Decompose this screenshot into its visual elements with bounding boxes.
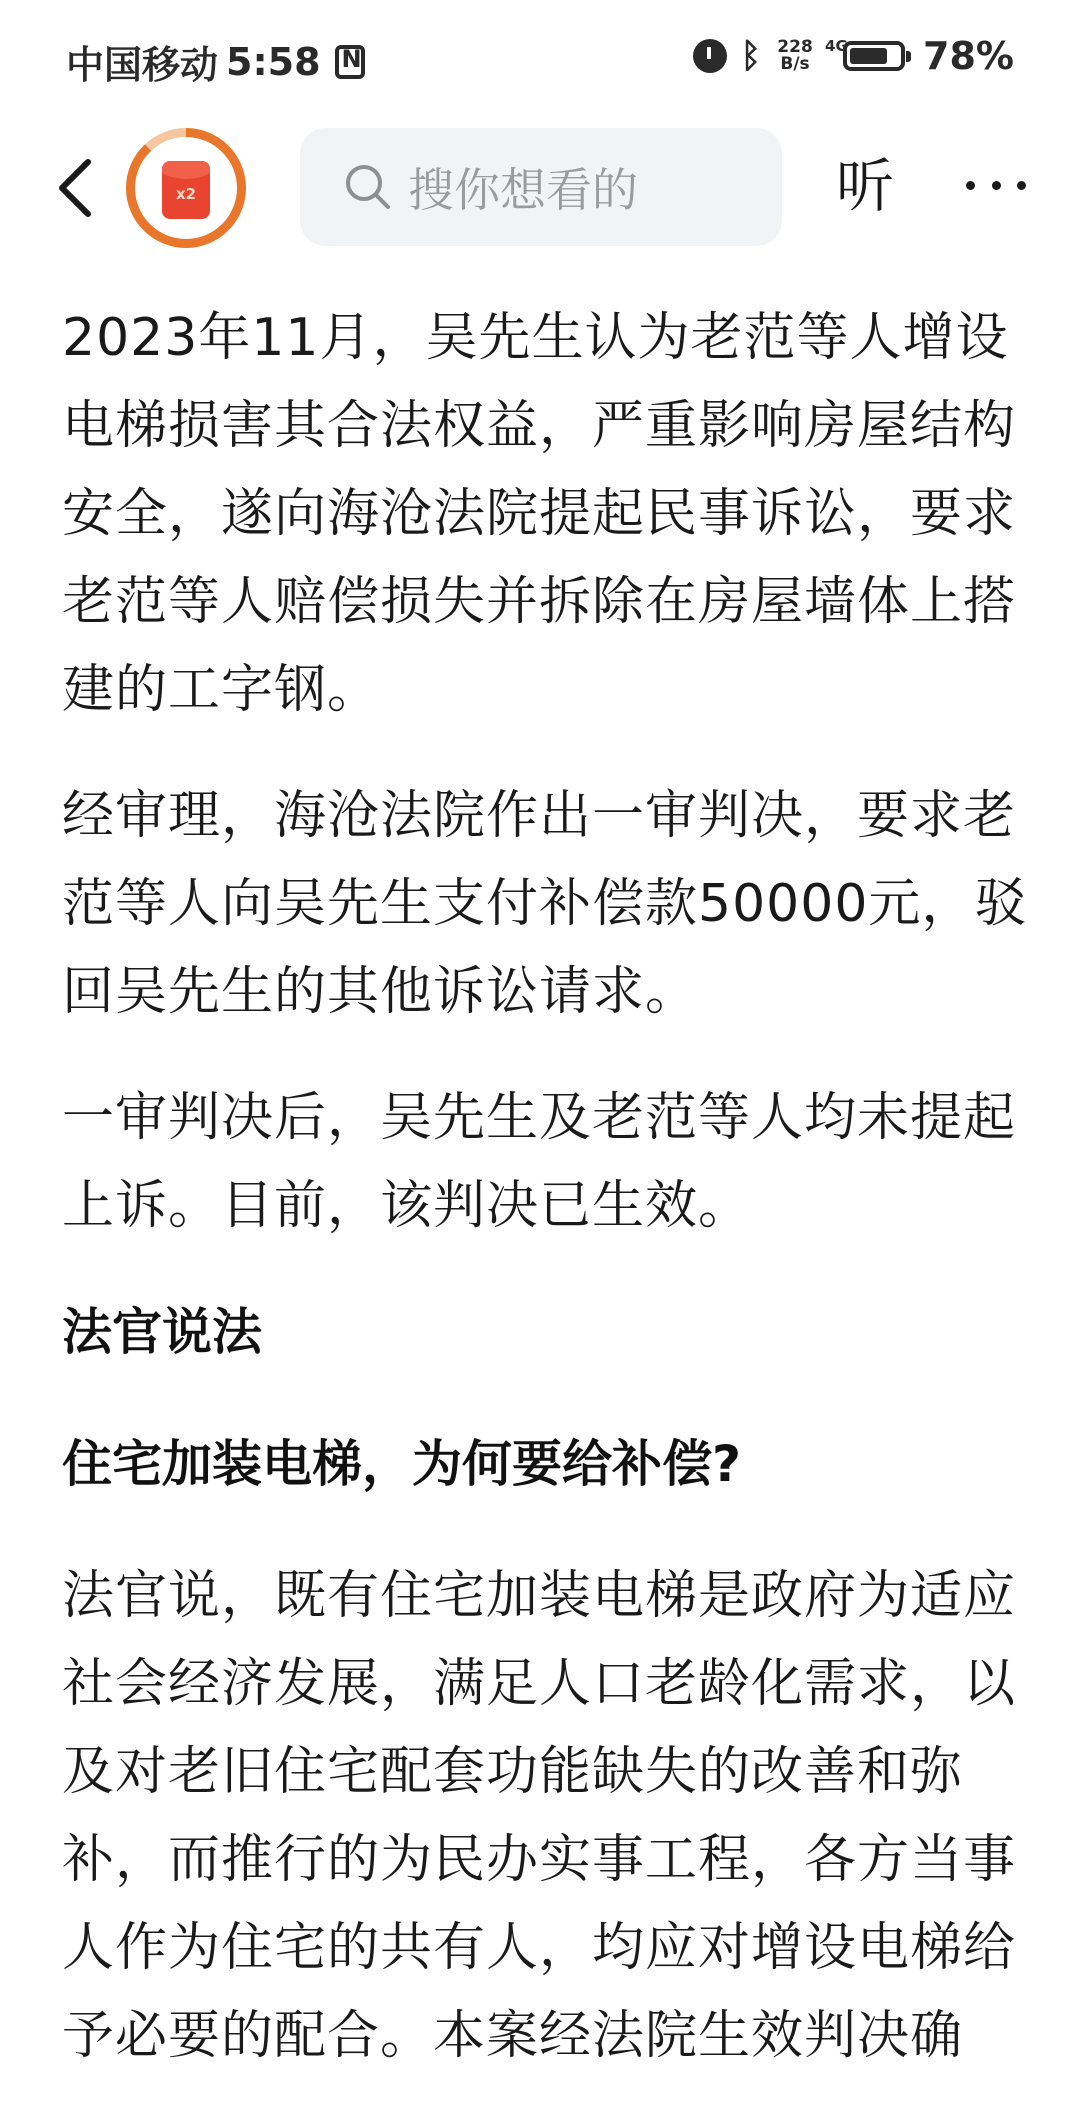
nfc-icon <box>335 45 365 79</box>
avatar-badge: x2 <box>175 185 197 203</box>
more-button[interactable] <box>966 170 1026 200</box>
bluetooth-icon: ᛒ <box>740 36 762 76</box>
back-arrow-icon <box>48 148 108 228</box>
more-icon <box>966 181 975 190</box>
article-paragraph: 一审判决后，吴先生及老范等人均未提起上诉。目前，该判决已生效。 <box>62 1088 1017 1236</box>
article-paragraph: 经审理，海沧法院作出一审判决，要求老范等人向吴先生支付补偿款50000元，驳回吴先生的其他诉讼请求。 <box>62 786 1028 1022</box>
search-input[interactable] <box>300 128 782 246</box>
sub-heading: 住宅加装电梯，为何要给补偿? <box>62 1435 742 1493</box>
network-type: 4G <box>825 37 848 55</box>
red-packet-icon <box>162 161 210 219</box>
status-left <box>66 34 365 89</box>
battery-percent: 78% <box>923 34 1014 78</box>
article-paragraph: 法官说，既有住宅加装电梯是政府为适应社会经济发展，满足人口老龄化需求，以及对老旧住宅配套功能缺失的改善和弥补，而推行的为民办实事工程，各方当事人作为住宅的共有人，均应对增设电梯给予必要的配合。本案经法院生效判决确 <box>62 1566 1017 2066</box>
article-body <box>62 294 1028 2118</box>
net-speed-value: 228 <box>777 37 813 57</box>
nav-bar <box>0 120 1080 260</box>
carrier-name: 中国移动 <box>66 43 219 87</box>
search-placeholder: 搜你想看的 <box>408 163 638 217</box>
alarm-icon <box>693 39 727 73</box>
section-heading: 法官说法 <box>62 1303 262 1361</box>
battery-icon <box>843 41 905 71</box>
net-speed-unit: B/s <box>780 54 810 74</box>
net-speed <box>775 39 815 73</box>
red-packet-avatar[interactable] <box>126 128 246 248</box>
clock-time: 5:58 <box>226 39 321 84</box>
status-right <box>693 34 1014 78</box>
search-icon <box>342 161 394 213</box>
back-button[interactable] <box>48 148 108 228</box>
battery-fill <box>850 48 887 64</box>
article-paragraph: 2023年11月，吴先生认为老范等人增设电梯损害其合法权益，严重影响房屋结构安全，遂向海沧法院提起民事诉讼，要求老范等人赔偿损失并拆除在房屋墙体上搭建的工字钢。 <box>62 308 1017 720</box>
listen-button[interactable]: 听 <box>836 152 895 220</box>
status-bar <box>0 0 1080 120</box>
